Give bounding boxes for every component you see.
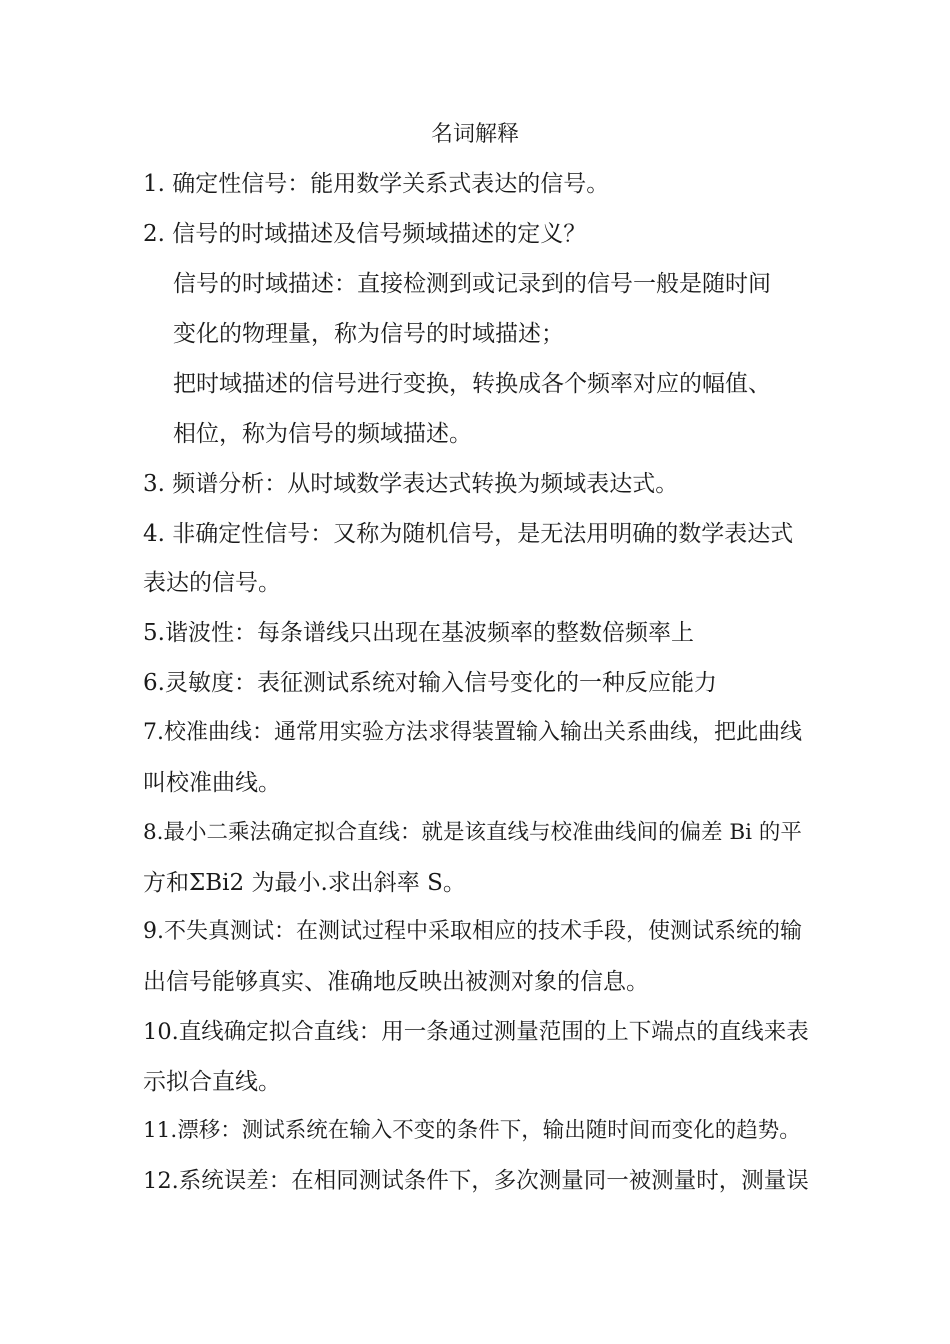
text-line: 6.灵敏度：表征测试系统对输入信号变化的一种反应能力	[143, 670, 717, 696]
text-line: 变化的物理量，称为信号的时域描述；	[173, 321, 564, 347]
text-line: 方和ΣBi2 为最小.求出斜率 S。	[143, 870, 466, 896]
text-line: 相位，称为信号的频域描述。	[173, 421, 472, 447]
text-line: 11.漂移：测试系统在输入不变的条件下，输出随时间而变化的趋势。	[143, 1118, 801, 1143]
text-line: 9.不失真测试：在测试过程中采取相应的技术手段，使测试系统的输	[143, 919, 802, 944]
text-line: 表达的信号。	[143, 570, 281, 596]
text-line: 4. 非确定性信号：又称为随机信号，是无法用明确的数学表达式	[143, 521, 794, 547]
document-title: 名词解释	[430, 122, 519, 147]
text-line: 12.系统误差：在相同测试条件下，多次测量同一被测量时，测量误	[143, 1168, 809, 1194]
text-line: 示拟合直线。	[143, 1069, 281, 1095]
text-line: 把时域描述的信号进行变换，转换成各个频率对应的幅值、	[173, 371, 771, 397]
text-line: 1. 确定性信号：能用数学关系式表达的信号。	[143, 171, 610, 197]
text-line: 信号的时域描述：直接检测到或记录到的信号一般是随时间	[173, 271, 771, 297]
text-line: 2. 信号的时域描述及信号频域描述的定义？	[143, 221, 587, 247]
text-line: 叫校准曲线。	[143, 770, 281, 796]
text-line: 10.直线确定拟合直线：用一条通过测量范围的上下端点的直线来表	[143, 1019, 809, 1045]
text-line: 8.最小二乘法确定拟合直线：就是该直线与校准曲线间的偏差 Bi 的平	[143, 820, 802, 845]
text-line: 3. 频谱分析：从时域数学表达式转换为频域表达式。	[143, 471, 679, 497]
text-line: 7.校准曲线：通常用实验方法求得装置输入输出关系曲线，把此曲线	[143, 720, 802, 745]
text-line: 5.谐波性：每条谱线只出现在基波频率的整数倍频率上	[143, 620, 694, 646]
text-line: 出信号能够真实、准确地反映出被测对象的信息。	[143, 969, 649, 995]
